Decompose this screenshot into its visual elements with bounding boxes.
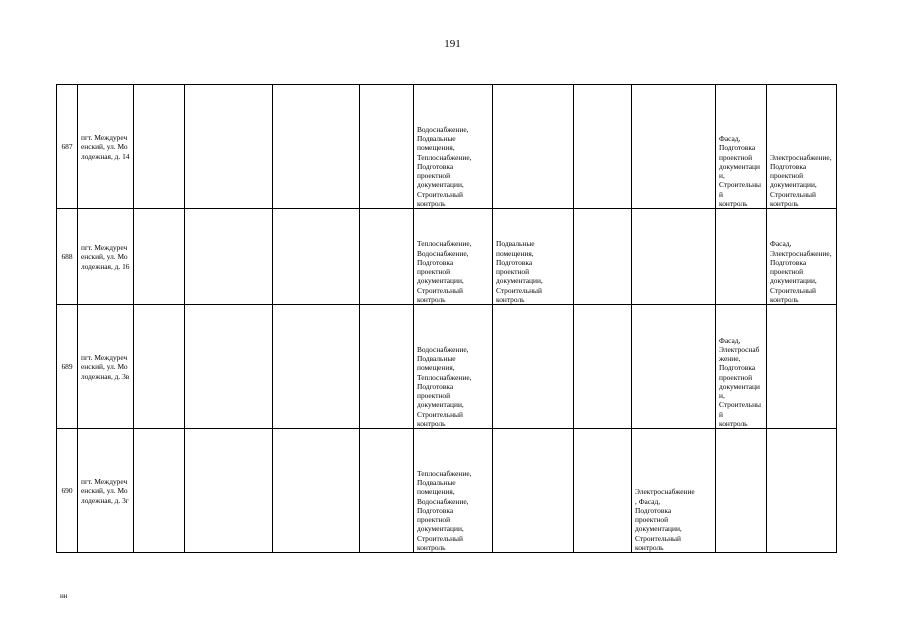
empty-cell [185,209,273,305]
work-cell [493,85,574,209]
empty-cell [134,209,185,305]
empty-cell [360,85,414,209]
work-cell [493,429,574,553]
empty-cell [273,305,360,429]
empty-cell [574,305,632,429]
row-number: 689 [57,305,78,429]
work-cell: Фасад, Электроснабжение, Подготовка проектной документации, Строительный контроль [767,209,837,305]
work-cell: Электроснабжение, Подготовка проектной документации, Строительный контроль [767,85,837,209]
empty-cell [273,209,360,305]
empty-cell [273,85,360,209]
row-address: пгт. Междуреченский, ул. Молодежная, д. 3в [78,305,134,429]
row-number: 687 [57,85,78,209]
work-cell [493,305,574,429]
empty-cell [574,85,632,209]
work-cell [767,305,837,429]
row-address: пгт. Междуреченский, ул. Молодежная, д. 16 [78,209,134,305]
empty-cell [134,429,185,553]
repair-schedule-table [56,84,837,553]
work-cell [716,209,767,305]
empty-cell [360,305,414,429]
work-cell: Теплоснабжение, Подвальные помещения, Водоснабжение, Подготовка проектной документации, Строительный контроль [414,429,493,553]
work-cell [716,429,767,553]
empty-cell [134,85,185,209]
empty-cell [360,429,414,553]
table-row [57,209,837,305]
work-cell [632,85,716,209]
table-row [57,85,837,209]
work-cell [767,429,837,553]
work-cell: Водоснабжение, Подвальные помещения, Теплоснабжение, Подготовка проектной документации, Строительный контроль [414,305,493,429]
empty-cell [574,209,632,305]
page-number: 191 [444,38,461,50]
row-address: пгт. Междуреченский, ул. Молодежная, д. 3г [78,429,134,553]
table-body [57,85,837,553]
work-cell: Фасад, Электроснабжение, Подготовка проектной документации, Строительный контроль [716,305,767,429]
row-number: 690 [57,429,78,553]
work-cell [632,305,716,429]
work-cell: Подвальные помещения, Подготовка проектной документации, Строительный контроль [493,209,574,305]
work-cell: Фасад, Подготовка проектной документации, Строительный контроль [716,85,767,209]
empty-cell [273,429,360,553]
empty-cell [185,429,273,553]
row-number: 688 [57,209,78,305]
empty-cell [360,209,414,305]
empty-cell [574,429,632,553]
work-cell: Электроснабжение , Фасад, Подготовка проектной документации, Строительный контроль [632,429,716,553]
work-cell [632,209,716,305]
empty-cell [134,305,185,429]
empty-cell [185,305,273,429]
row-address: пгт. Междуреченский, ул. Молодежная, д. 14 [78,85,134,209]
work-cell: Теплоснабжение, Водоснабжение, Подготовка проектной документации, Строительный контроль [414,209,493,305]
empty-cell [185,85,273,209]
footer-mark: нн [60,592,68,600]
work-cell: Водоснабжение, Подвальные помещения, Теплоснабжение, Подготовка проектной документации, Строительный контроль [414,85,493,209]
table-row [57,305,837,429]
table-row [57,429,837,553]
